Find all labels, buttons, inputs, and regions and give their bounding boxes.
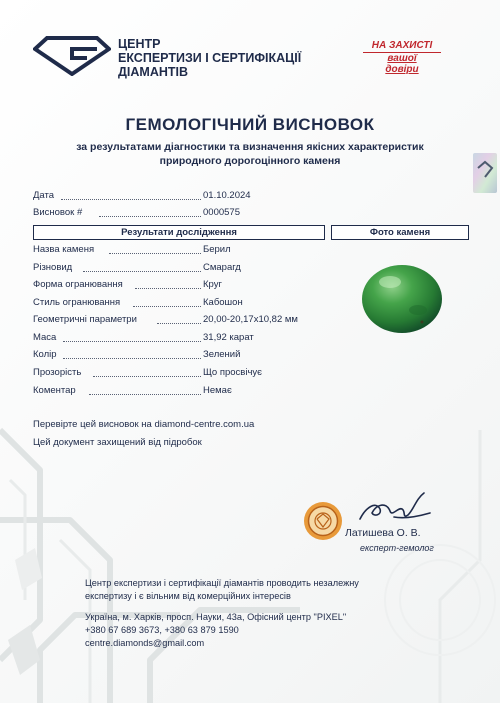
result-row xyxy=(33,314,323,328)
result-value: 31,92 карат xyxy=(203,332,254,343)
protected-note: Цей документ захищений від підробок xyxy=(33,437,202,448)
result-label: Стиль огранювання xyxy=(33,297,121,308)
result-row xyxy=(33,367,323,381)
footer-address: Україна, м. Харків, просп. Науки, 43а, Офісний центр "PIXEL" xyxy=(85,612,347,622)
expert-signature xyxy=(354,487,434,527)
stamp-line-1: НА ЗАХИСТІ xyxy=(363,40,441,53)
result-value: Що просвічує xyxy=(203,367,262,378)
result-value: Берил xyxy=(203,244,231,255)
dot-leader xyxy=(63,358,201,359)
company-logo xyxy=(33,36,111,76)
result-value: 20,00-20,17x10,82 мм xyxy=(203,314,298,325)
result-value: Зелений xyxy=(203,349,241,360)
hologram-sticker xyxy=(473,153,497,193)
stamp-line-3: довіри xyxy=(385,64,419,75)
number-value: 0000575 xyxy=(203,207,240,218)
dot-leader xyxy=(133,306,201,307)
result-label: Форма огранювання xyxy=(33,279,123,290)
dot-leader xyxy=(89,394,201,395)
dot-leader xyxy=(93,376,201,377)
org-line-2: ЕКСПЕРТИЗИ І СЕРТИФІКАЦІЇ xyxy=(118,51,302,65)
subtitle-line-1: за результатами діагностики та визначення якісних характеристик xyxy=(76,141,424,153)
result-label: Назва каменя xyxy=(33,244,95,255)
result-value: Круг xyxy=(203,279,222,290)
date-label: Дата xyxy=(33,190,55,201)
result-label: Коментар xyxy=(33,385,76,396)
expert-name: Латишева О. В. xyxy=(345,527,421,539)
result-label: Геометричні параметри xyxy=(33,314,137,325)
result-label: Колір xyxy=(33,349,57,360)
dot-leader xyxy=(83,271,201,272)
result-row xyxy=(33,297,323,311)
result-row xyxy=(33,385,323,399)
result-label: Маса xyxy=(33,332,57,343)
document-title: ГЕМОЛОГІЧНИЙ ВИСНОВОК xyxy=(125,115,375,134)
dot-leader xyxy=(157,323,201,324)
verify-prefix: Перевірте цей висновок на xyxy=(33,419,155,430)
results-section-header: Результати дослідження xyxy=(33,225,325,240)
footer-email[interactable]: centre.diamonds@gmail.com xyxy=(85,638,205,648)
dot-leader xyxy=(99,216,201,217)
gemstone-photo xyxy=(360,262,444,334)
trust-stamp xyxy=(363,40,441,75)
number-row xyxy=(33,207,323,221)
subtitle-line-2: природного дорогоцінного каменя xyxy=(159,155,341,167)
date-row xyxy=(33,190,323,204)
date-value: 01.10.2024 xyxy=(203,190,251,201)
result-row xyxy=(33,244,323,258)
expert-role: експерт-гемолог xyxy=(360,543,434,553)
document-subtitle xyxy=(30,140,470,168)
organization-name xyxy=(118,37,368,79)
result-label: Прозорість xyxy=(33,367,82,378)
dot-leader xyxy=(63,341,201,342)
number-label: Висновок # xyxy=(33,207,83,218)
org-line-1: ЦЕНТР xyxy=(118,37,161,51)
dot-leader xyxy=(61,199,201,200)
company-seal xyxy=(302,500,344,542)
verify-site-link[interactable]: diamond-centre.com.ua xyxy=(154,419,255,430)
result-row xyxy=(33,279,323,293)
footer-line-1: Центр експертизи і сертифікації діамантів проводить незалежну xyxy=(85,578,359,588)
dot-leader xyxy=(109,253,201,254)
result-value: Смарагд xyxy=(203,262,241,273)
verify-note xyxy=(33,419,254,430)
footer-phones: +380 67 689 3673, +380 63 879 1590 xyxy=(85,625,239,635)
result-value: Кабошон xyxy=(203,297,243,308)
footer-line-2: експертизу і є вільним від комерційних інтересів xyxy=(85,591,291,601)
result-row xyxy=(33,332,323,346)
result-row xyxy=(33,349,323,363)
result-label: Різновид xyxy=(33,262,73,273)
result-row xyxy=(33,262,323,276)
result-value: Немає xyxy=(203,385,232,396)
org-line-3: ДІАМАНТІВ xyxy=(118,65,189,79)
stamp-line-2: вашої xyxy=(387,53,417,64)
dot-leader xyxy=(135,288,201,289)
photo-section-header: Фото каменя xyxy=(331,225,469,240)
